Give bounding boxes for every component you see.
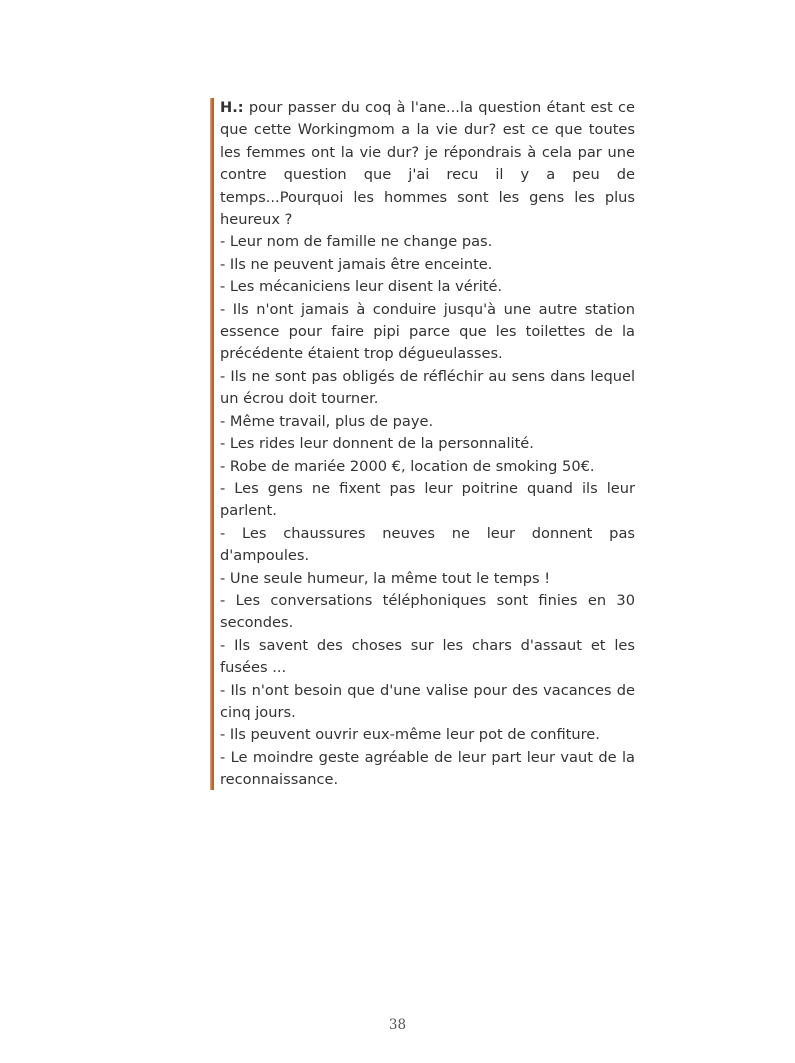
quote-list-item: - Les chaussures neuves ne leur donnent pas d'ampoules. <box>220 524 635 565</box>
quote-list-item: - Une seule humeur, la même tout le temps ! <box>220 569 551 587</box>
quote-list-item: - Ils n'ont besoin que d'une valise pour des vacances de cinq jours. <box>220 681 635 721</box>
page-number: 38 <box>388 1017 407 1033</box>
quote-list-item: - Le moindre geste agréable de leur part leur vaut de la reconnaissance. <box>220 748 635 789</box>
quote-block <box>210 97 635 792</box>
quote-accent-bar <box>210 98 214 790</box>
quote-list-item: - Même travail, plus de paye. <box>220 412 434 430</box>
quote-list-item: - Les gens ne fixent pas leur poitrine quand ils leur parlent. <box>220 479 635 520</box>
quote-intro-paragraph <box>220 97 635 231</box>
quote-list-item: - Ils peuvent ouvrir eux-même leur pot de confiture. <box>220 726 600 744</box>
quote-intro-text: pour passer du coq à l'ane...la question étant est ce que cette Workingmom a la vie dur? est ce que toutes les femmes ont la vie dur? je répondrais à cela par une contre question que j'ai recu il y a peu de temps...Pourquoi les hommes sont les gens les plus heureux ? <box>220 99 635 229</box>
quote-list-item: - Les mécaniciens leur disent la vérité. <box>220 278 503 296</box>
quote-list-item: - Leur nom de famille ne change pas. <box>220 233 493 251</box>
quote-list-item: - Ils n'ont jamais à conduire jusqu'à une autre station essence pour faire pipi parce que les toilettes de la précédente étaient trop dégueulasses. <box>220 300 635 363</box>
quote-list-item: - Ils ne sont pas obligés de réfléchir au sens dans lequel un écrou doit tourner. <box>220 367 635 408</box>
quote-list-item: - Ils ne peuvent jamais être enceinte. <box>220 255 493 273</box>
quote-list-item: - Robe de mariée 2000 €, location de smoking 50€. <box>220 457 595 475</box>
quote-list-item: - Les rides leur donnent de la personnalité. <box>220 435 534 453</box>
quote-list-item: - Ils savent des choses sur les chars d'assaut et les fusées ... <box>220 636 635 677</box>
quote-list-item: - Les conversations téléphoniques sont finies en 30 secondes. <box>220 591 635 632</box>
speaker-label: H.: <box>220 99 244 116</box>
